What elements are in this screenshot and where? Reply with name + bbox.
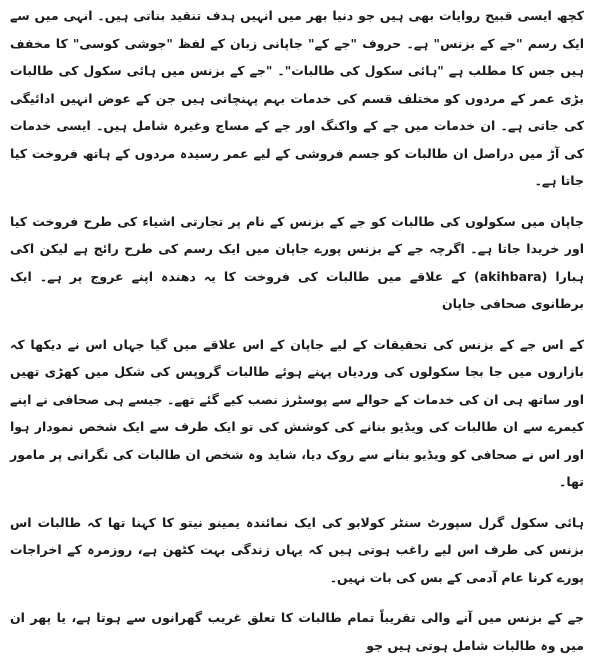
article-paragraph-4: ہائی سکول گرل سپورٹ سنٹر کولابو کی ایک نمائندہ یمینو نیتو کا کہنا تھا کہ طالبات اس بزنس کی طرف اس لیے راغب ہوتی ہیں کہ یہاں زندگی بہت کٹھن ہے، روزمرہ کے اخراجات پورے کرنا عام آدمی کے بس کی بات نہیں۔	[10, 514, 584, 585]
article-paragraph-3: کے اس جے کے بزنس کی تحقیقات کے لیے جاپان کے اس علاقے میں گیا جہاں اس نے دیکھا کہ بازاروں میں جا بجا سکولوں کی وردیاں پہنے ہوئے طالبات گروپس کی شکل میں کھڑی تھیں اور ساتھ ہی ان کی خدمات کے حوالے سے پوسٹرز نصب کیے گئے تھے۔ جیسے ہی صحافی نے اپنے کیمرے سے ان طالبات کی ویڈیو بنانے کی کوشش کی تو ایک طرف سے ایک شخص نمودار ہوا اور اس نے صحافی کو ویڈیو بنانے سے روک دیا، شاید وہ شخص ان طالبات کی نگرانی پر مامور تھا۔	[10, 336, 584, 489]
article-paragraph-1: کچھ ایسی قبیح روایات بھی ہیں جو دنیا بھر میں انہیں ہدف تنقید بناتی ہیں۔ انہی میں سے ایک رسم "جے کے بزنس" ہے۔ حروف "جے کے" جاپانی زبان کے لفظ "جوشی کوسی" کا مخفف ہیں جس کا مطلب ہے "ہائی سکول کی طالبات"۔ "جے کے بزنس میں ہائی سکول کی طالبات بڑی عمر کے مردوں کو مختلف قسم کی خدمات بہم پہنچاتی ہیں جن کے عوض انہیں ادائیگی کی جاتی ہے۔ ان خدمات میں جے کے واکنگ اور جے کے مساج وغیرہ شامل ہیں۔ ایسی خدمات کی آڑ میں دراصل ان طالبات کو جسم فروشی کے لیے عمر رسیدہ مردوں کے ہاتھ فروخت کیا جاتا ہے۔	[10, 8, 584, 188]
article-paragraph-5: جے کے بزنس میں آنے والی تقریباً تمام طالبات کا تعلق غریب گھرانوں سے ہوتا ہے، یا پھر ان میں وہ طالبات شامل ہوتی ہیں جو	[10, 610, 584, 653]
article-paragraph-2: جاپان میں سکولوں کی طالبات کو جے کے بزنس کے نام پر تجارتی اشیاء کی طرح فروخت کیا اور خریدا جاتا ہے۔ اگرچہ جے کے بزنس پورے جاپان میں ایک رسم کی طرح رائج ہے لیکن اکی ہبارا (akihbara) کے علاقے میں طالبات کی فروخت کا یہ دھندہ اپنے عروج پر ہے۔ ایک برطانوی صحافی جاپان	[10, 213, 584, 311]
